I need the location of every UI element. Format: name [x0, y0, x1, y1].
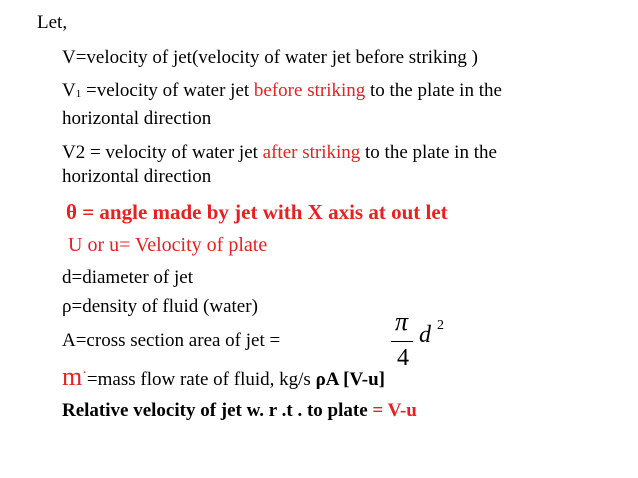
v1-subscript: 1	[75, 88, 82, 100]
formula-d: d	[419, 322, 431, 348]
v2-continuation: horizontal direction	[62, 166, 212, 187]
relative-value: = V-u	[372, 400, 417, 421]
d-definition: d=diameter of jet	[62, 267, 193, 288]
relative-velocity	[62, 400, 417, 422]
mass-symbol: m	[62, 362, 83, 391]
formula-exponent: 2	[437, 318, 444, 333]
v1-definition	[62, 80, 502, 105]
area-formula	[388, 307, 458, 373]
v2-definition	[62, 142, 497, 164]
u-definition: U or u= Velocity of plate	[68, 234, 268, 256]
mass-dot: ·	[82, 366, 87, 381]
v1-text-pre: =velocity of water jet	[81, 80, 254, 101]
v2-text-post: to the plate in the	[360, 142, 497, 163]
rho-definition: ρ=density of fluid (water)	[62, 296, 258, 317]
v1-before-striking: before striking	[253, 80, 366, 101]
v2-after-striking: after striking	[262, 142, 361, 163]
v2-text-pre: V2 = velocity of water jet	[62, 142, 263, 163]
v1-text-post: to the plate in the	[365, 80, 502, 101]
v-definition: V=velocity of jet(velocity of water jet before striking )	[62, 47, 478, 68]
v1-symbol: V	[62, 80, 76, 101]
let-heading: Let,	[37, 12, 68, 33]
formula-pi: π	[395, 307, 409, 336]
formula-denominator: 4	[397, 345, 409, 371]
fraction-bar	[391, 341, 413, 342]
v1-continuation: horizontal direction	[62, 108, 212, 129]
area-definition: A=cross section area of jet =	[62, 330, 281, 351]
mass-flow-definition	[62, 363, 385, 396]
mass-formula: ρA [V-u]	[315, 369, 386, 390]
relative-text: Relative velocity of jet w. r .t . to plate	[62, 400, 373, 421]
mass-text: =mass flow rate of fluid, kg/s	[86, 369, 316, 390]
theta-definition: θ = angle made by jet with X axis at out let	[66, 200, 448, 224]
